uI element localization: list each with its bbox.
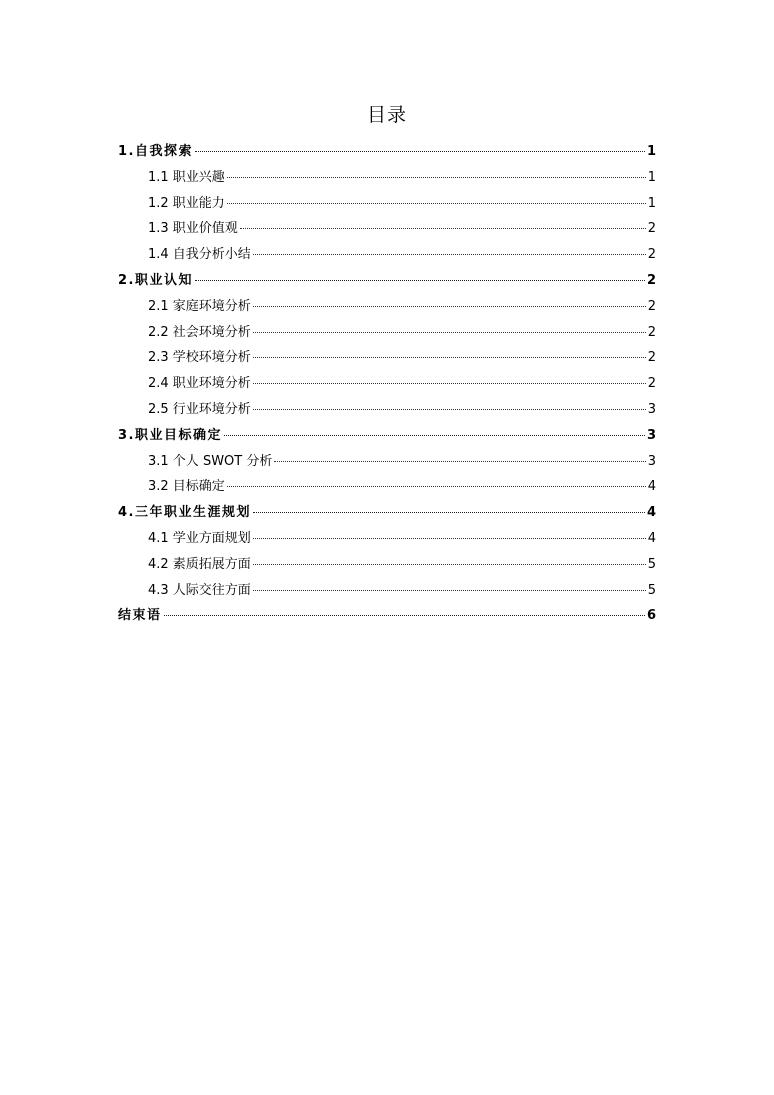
toc-entry-page: 1 <box>647 195 656 211</box>
toc-entry-label: 1.自我探索 <box>118 144 193 159</box>
toc-entry[interactable] <box>118 320 656 346</box>
toc-entry-page: 2 <box>647 298 656 314</box>
toc-entry-page: 6 <box>646 608 656 624</box>
toc-entry-label: 1.2 职业能力 <box>148 195 225 211</box>
toc-entry[interactable] <box>118 165 656 191</box>
toc-entry-page: 5 <box>647 556 656 572</box>
toc-entry-label: 2.1 家庭环境分析 <box>148 298 251 314</box>
dot-leader <box>227 177 646 178</box>
toc-entry[interactable] <box>118 603 656 629</box>
toc-entry-label: 2.4 职业环境分析 <box>148 376 251 392</box>
toc-entry-label: 2.2 社会环境分析 <box>148 324 251 340</box>
dot-leader <box>227 486 646 487</box>
dot-leader <box>164 615 645 616</box>
toc-entry-label: 4.2 素质拓展方面 <box>148 556 251 572</box>
toc-entry-label: 4.1 学业方面规划 <box>148 530 251 546</box>
dot-leader <box>253 538 646 539</box>
toc-entry[interactable] <box>118 268 656 294</box>
dot-leader <box>253 590 646 591</box>
toc-entry-label: 4.三年职业生涯规划 <box>118 505 251 521</box>
toc-entry[interactable] <box>118 526 656 552</box>
toc-entry-label: 1.4 自我分析小结 <box>148 247 251 263</box>
toc-entry-page: 2 <box>647 350 656 366</box>
toc-entry[interactable] <box>118 294 656 320</box>
toc-entry[interactable] <box>118 191 656 217</box>
toc-entry[interactable] <box>118 552 656 578</box>
toc-entry-page: 3 <box>646 427 656 443</box>
toc-entry[interactable] <box>118 449 656 475</box>
toc-entry-page: 3 <box>647 401 656 417</box>
toc-entry[interactable] <box>118 474 656 500</box>
toc-entry-page: 5 <box>647 582 656 598</box>
dot-leader <box>240 228 646 229</box>
toc-entry-page: 3 <box>647 453 656 469</box>
toc-entry-page: 1 <box>646 144 656 159</box>
toc-entry-label: 3.1 个人 SWOT 分析 <box>148 453 273 469</box>
toc-entry-page: 2 <box>647 221 656 237</box>
toc-entry-label: 2.职业认知 <box>118 272 193 288</box>
toc-entry-label: 1.3 职业价值观 <box>148 221 238 237</box>
toc-entry-label: 3.职业目标确定 <box>118 427 222 443</box>
toc-entry-page: 2 <box>647 376 656 392</box>
toc-entry-label: 4.3 人际交往方面 <box>148 582 251 598</box>
toc-entry[interactable] <box>118 578 656 604</box>
toc-entry-label: 1.1 职业兴趣 <box>148 169 225 185</box>
dot-leader <box>253 306 646 307</box>
dot-leader <box>227 203 646 204</box>
toc-entry[interactable] <box>118 345 656 371</box>
toc-entry-page: 4 <box>647 530 656 546</box>
toc-entry[interactable] <box>118 423 656 449</box>
dot-leader <box>195 151 645 152</box>
dot-leader <box>224 435 645 436</box>
dot-leader <box>253 383 646 384</box>
toc-entry-page: 2 <box>647 247 656 263</box>
dot-leader <box>253 564 646 565</box>
toc-entry[interactable] <box>118 500 656 526</box>
toc-entry[interactable] <box>118 371 656 397</box>
toc-entry[interactable] <box>118 242 656 268</box>
toc-entry-page: 1 <box>647 169 656 185</box>
toc-entry-label: 2.5 行业环境分析 <box>148 401 251 417</box>
dot-leader <box>253 512 645 513</box>
toc-entry-label: 3.2 目标确定 <box>148 479 225 495</box>
toc-entry-page: 4 <box>646 505 656 521</box>
toc-title: 目录 <box>366 104 407 126</box>
dot-leader <box>253 254 646 255</box>
toc-entry-page: 2 <box>646 272 656 288</box>
toc-entry[interactable] <box>118 139 656 165</box>
dot-leader <box>195 280 645 281</box>
toc-entry[interactable] <box>118 397 656 423</box>
dot-leader <box>274 461 645 462</box>
dot-leader <box>253 332 646 333</box>
dot-leader <box>253 409 646 410</box>
toc-entry-page: 4 <box>647 479 656 495</box>
toc-entry-label: 2.3 学校环境分析 <box>148 350 251 366</box>
dot-leader <box>253 357 646 358</box>
toc-entry-label: 结束语 <box>118 608 162 624</box>
toc-entry[interactable] <box>118 216 656 242</box>
table-of-contents <box>118 139 656 629</box>
toc-entry-page: 2 <box>647 324 656 340</box>
